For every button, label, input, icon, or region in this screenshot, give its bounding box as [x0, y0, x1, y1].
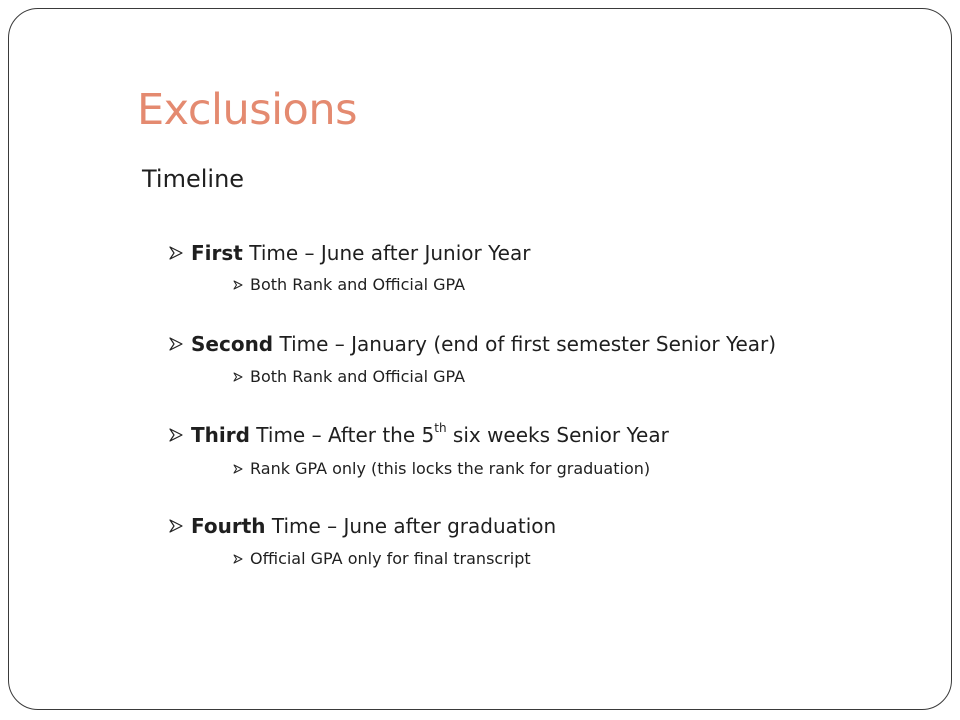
item-keyword: Third: [191, 423, 250, 447]
arrow-bullet-icon: [233, 464, 243, 474]
subitem-text: Both Rank and Official GPA: [250, 367, 466, 386]
item-superscript: th: [434, 421, 447, 435]
arrow-bullet-icon: [233, 554, 243, 564]
arrow-bullet-icon: [169, 519, 183, 533]
arrow-bullet-icon: [169, 428, 183, 442]
slide-subtitle: Timeline: [142, 165, 245, 193]
subitem-text: Rank GPA only (this locks the rank for graduation): [250, 459, 651, 478]
arrow-bullet-icon: [233, 280, 243, 290]
list-subitem: [233, 459, 650, 478]
list-subitem: [233, 549, 531, 568]
list-item-third: [169, 423, 669, 447]
item-text-after: six weeks Senior Year: [446, 423, 669, 447]
list-item-fourth: [169, 514, 556, 538]
item-text: Time – January (end of first semester Senior Year): [273, 332, 777, 356]
slide: [8, 8, 952, 710]
list-subitem: [233, 367, 465, 386]
list-item-first: [169, 241, 530, 265]
arrow-bullet-icon: [169, 337, 183, 351]
subitem-text: Both Rank and Official GPA: [250, 275, 466, 294]
list-subitem: [233, 275, 465, 294]
item-text: Time – June after graduation: [265, 514, 557, 538]
item-text: Time – After the 5: [249, 423, 435, 447]
list-item-second: [169, 332, 776, 356]
item-keyword: Second: [191, 332, 274, 356]
item-keyword: Fourth: [191, 514, 266, 538]
slide-title: Exclusions: [137, 85, 358, 135]
item-text: Time – June after Junior Year: [242, 241, 531, 265]
arrow-bullet-icon: [169, 246, 183, 260]
item-keyword: First: [191, 241, 243, 265]
subitem-text: Official GPA only for final transcript: [250, 549, 531, 568]
arrow-bullet-icon: [233, 372, 243, 382]
